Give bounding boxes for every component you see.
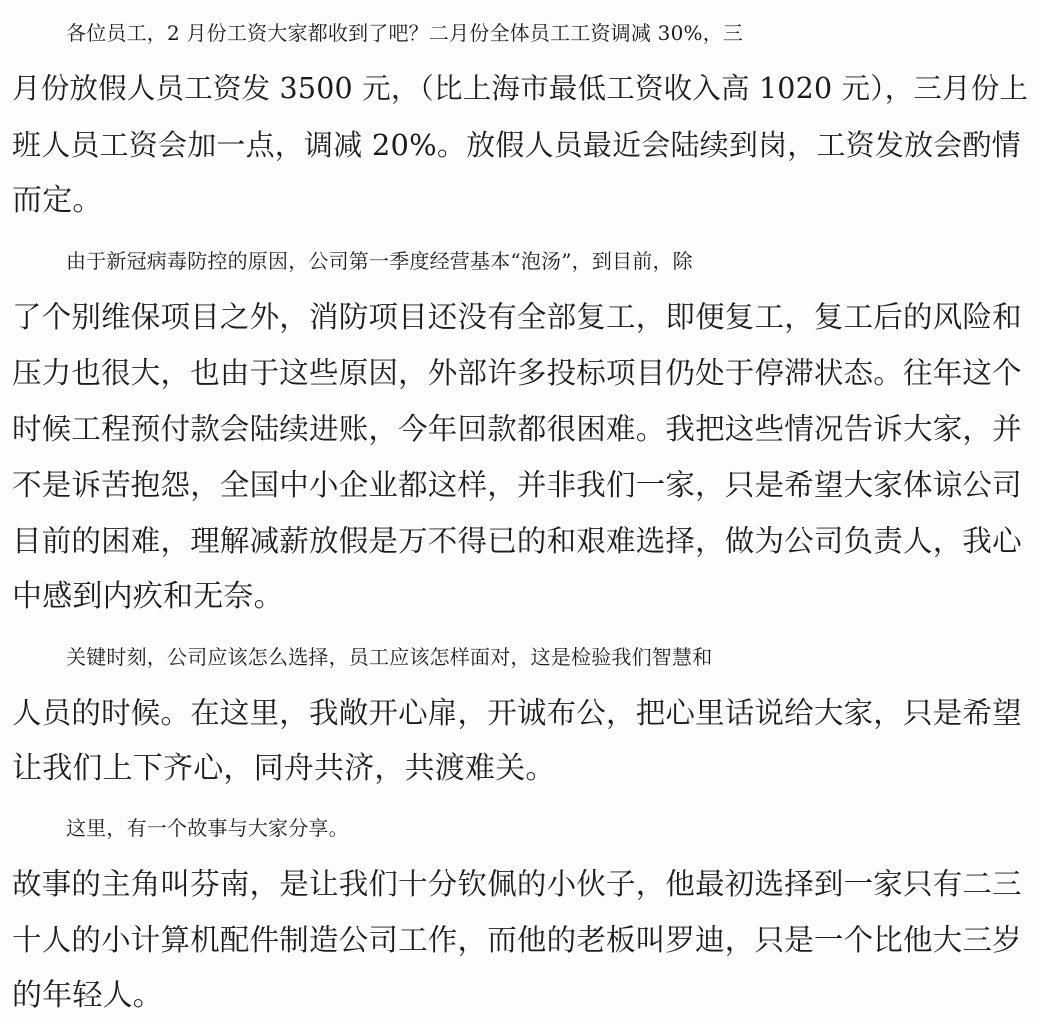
text-line: 的年轻人。 bbox=[12, 978, 163, 1013]
text-line: 而定。 bbox=[12, 183, 103, 218]
text-line: 十人的小计算机配件制造公司工作，而他的老板叫罗迪，只是一个比他大三岁 bbox=[12, 923, 1022, 957]
text-line: 目前的困难，理解减薪放假是万不得已的和艰难选择，做为公司负责人，我心 bbox=[12, 524, 1022, 558]
text-line: 了个别维保项目之外，消防项目还没有全部复工，即便复工，复工后的风险和 bbox=[12, 300, 1022, 334]
text-line: 这里，有一个故事与大家分享。 bbox=[66, 816, 349, 840]
text-line: 时候工程预付款会陆续进账，今年回款都很困难。我把这些情况告诉大家，并 bbox=[12, 412, 1022, 446]
text-line: 压力也很大，也由于这些原因，外部许多投标项目仍处于停滞状态。往年这个 bbox=[12, 356, 1022, 390]
text-line: 人员的时候。在这里，我敞开心扉，开诚布公，把心里话说给大家，只是希望 bbox=[12, 696, 1022, 730]
text-line: 中感到内疚和无奈。 bbox=[12, 579, 284, 614]
text-line: 各位员工，2 月份工资大家都收到了吧？二月份全体员工工资调减 30%，三 bbox=[66, 21, 744, 45]
text-line: 关键时刻，公司应该怎么选择，员工应该怎样面对，这是检验我们智慧和 bbox=[66, 645, 713, 669]
text-line: 让我们上下齐心，同舟共济，共渡难关。 bbox=[12, 751, 556, 786]
text-line: 不是诉苦抱怨，全国中小企业都这样，并非我们一家，只是希望大家体谅公司 bbox=[12, 468, 1022, 502]
text-line: 故事的主角叫芬南，是让我们十分钦佩的小伙子，他最初选择到一家只有二三 bbox=[12, 867, 1022, 901]
text-line: 班人员工资会加一点，调减 20%。放假人员最近会陆续到岗，工资发放会酌情 bbox=[12, 128, 1021, 162]
text-line: 月份放假人员工资发 3500 元，（比上海市最低工资收入高 1020 元），三月份上 bbox=[12, 72, 1029, 105]
text-line: 由于新冠病毒防控的原因，公司第一季度经营基本“泡汤”，到目前，除 bbox=[66, 249, 693, 273]
